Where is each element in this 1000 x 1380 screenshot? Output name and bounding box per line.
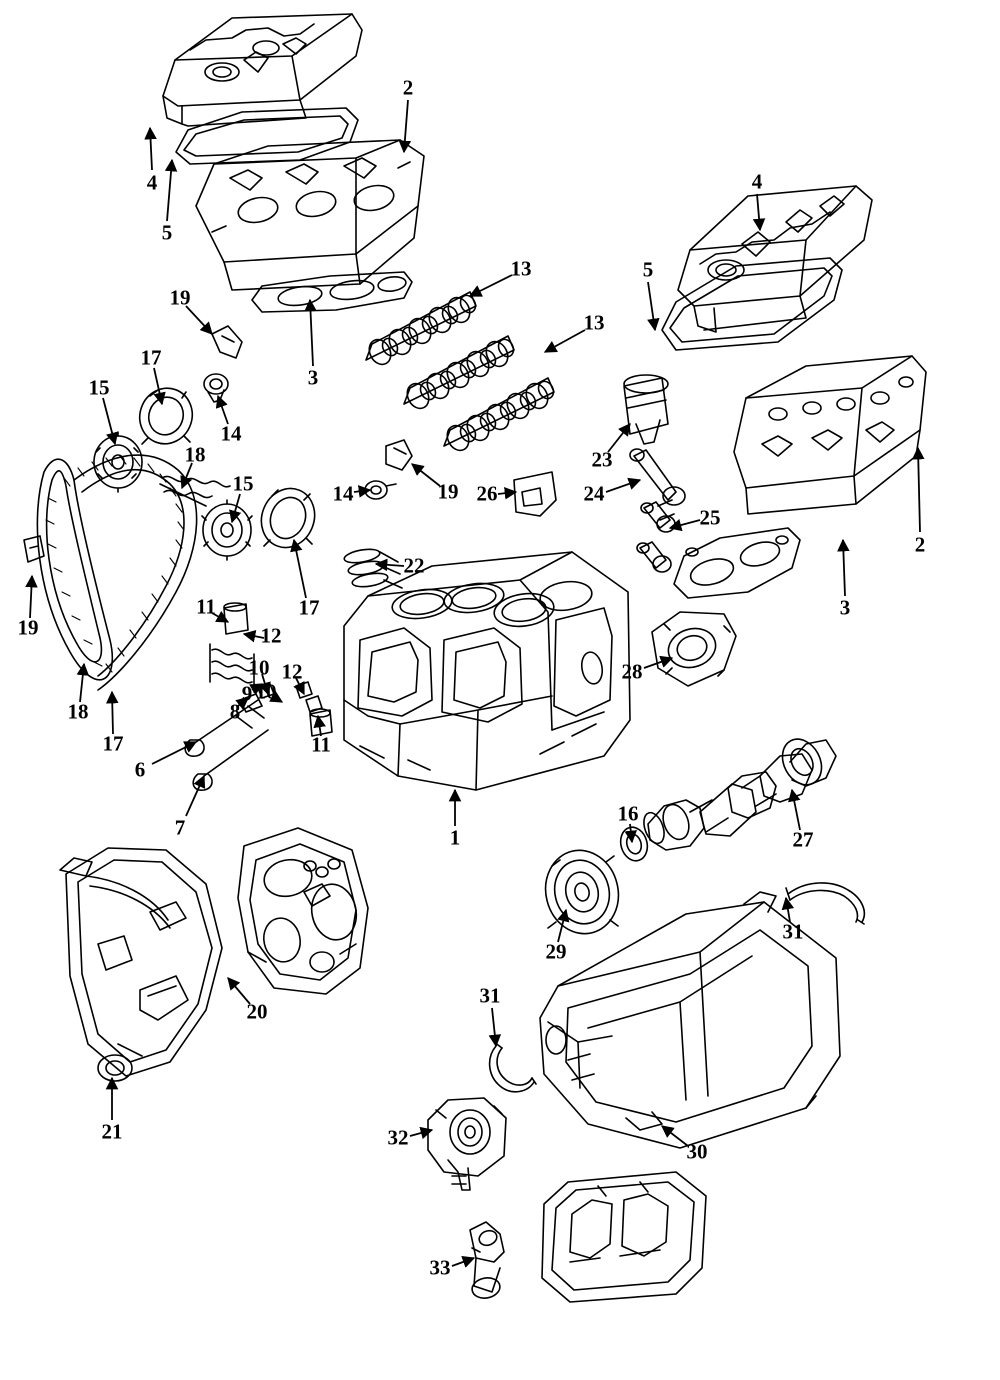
callout-rear-main-seal-housing: 28 [621,659,643,684]
piston-art [624,375,668,444]
callout-crankshaft: 27 [792,827,814,852]
head-gasket-left-art [252,272,412,312]
callout-oil-pan-gasket: 31 [782,919,804,944]
timing-sprocket-upper-art [94,432,142,492]
camshaft-bolt-upper-art [204,374,228,402]
callout-intake-valve: 6 [134,757,146,782]
callout-timing-chain-guide: 17 [298,595,320,620]
camshaft-bolt-lower-art [365,481,396,499]
oil-pump-art [428,1098,506,1190]
camshaft-third-art [443,378,556,454]
callout-camshaft: 13 [510,256,532,281]
callout-camshaft-sprocket-bolt: 14 [332,481,354,506]
piston-rings-art [343,547,402,589]
callout-chain-tensioner-shoe: 19 [169,285,191,310]
callout-cylinder-block: 1 [449,825,461,850]
timing-chain-cover-art [238,828,368,994]
callout-oil-pump-pickup-tube: 33 [429,1255,451,1280]
callout-timing-chain-guide: 17 [140,345,162,370]
callout-main-bearing-cap: 26 [476,481,498,506]
cylinder-block-art [344,552,630,790]
callout-chain-tensioner: 18 [67,699,89,724]
connecting-rods-art [630,449,685,572]
chain-tensioner-spring-art [160,476,230,506]
cylinder-head-right-art [734,356,926,514]
camshaft-upper-art [365,292,478,368]
callout-valve-stem-seal: 9 [241,681,253,706]
tensioner-shoe-mid-art [386,440,412,470]
callout-chain-tensioner-shoe: 19 [437,479,459,504]
callout-crankshaft-front-oil-seal: 16 [617,801,639,826]
rear-main-seal-housing-art [652,612,736,686]
tensioner-shoe-upper-art [212,326,242,358]
callout-oil-pan-gasket: 31 [479,983,501,1008]
callout-timing-sprocket: 15 [232,471,254,496]
callout-valve-lifter: 11 [311,732,331,757]
callout-valve-spring-seat: 8 [229,699,241,724]
callout-chain-tensioner-shoe: 19 [17,615,39,640]
callout-piston: 23 [591,447,613,472]
callout-camshaft-sprocket-bolt: 14 [220,421,242,446]
callout-valve-cover-right: 4 [751,169,763,194]
timing-chain-guide-upper-art [132,381,200,451]
callout-valve-spring: 10 [248,655,270,680]
callout-valve-lifter: 11 [196,594,216,619]
bearing-cap-art [514,472,556,516]
callout-cylinder-head-left: 2 [402,75,414,100]
valve-cover-gasket-right-art [662,258,842,350]
crankshaft-pulley-art [537,843,627,942]
front-cover-art [60,848,222,1081]
callout-valve-keeper: 12 [281,659,303,684]
oil-pan-gasket-left-art [490,1042,536,1092]
callout-connecting-rod: 24 [583,481,605,506]
callout-connecting-rod-bearing: 25 [699,505,721,530]
callout-valve-cover-gasket-right: 5 [642,257,654,282]
callout-timing-chain-cover: 20 [246,999,268,1024]
callout-timing-chain-guide: 17 [102,731,124,756]
valve-cover-right-art [678,186,872,332]
camshaft-second-art [403,336,516,412]
callout-head-gasket-right: 3 [839,595,851,620]
lower-oil-pan-art [542,1172,706,1302]
valve-cover-gasket-left-art [176,108,358,164]
head-gasket-right-art [674,528,800,598]
callout-valve-cover-left: 4 [146,170,158,195]
oil-pickup-tube-art [470,1222,504,1300]
timing-chain-guide-lower-art [253,480,324,555]
callout-oil-pan: 30 [686,1139,708,1164]
callout-valve-cover-gasket-left: 5 [161,220,173,245]
callout-camshaft: 13 [583,310,605,335]
callout-head-gasket-left: 3 [307,365,319,390]
callout-crankshaft-pulley: 29 [545,939,567,964]
callout-valve-spring: 10 [255,679,277,704]
callout-oil-pump: 32 [387,1125,409,1150]
callout-chain-tensioner: 18 [184,442,206,467]
callout-cylinder-head-right: 2 [914,532,926,557]
callout-piston-rings: 22 [403,553,425,578]
callout-valve-keeper: 12 [260,623,282,648]
oil-pan-gasket-right-art [786,883,864,924]
callout-front-crankshaft-seal: 21 [101,1119,123,1144]
callout-timing-sprocket: 15 [88,375,110,400]
callout-exhaust-valve: 7 [174,815,186,840]
timing-sprocket-lower-art [202,500,252,560]
